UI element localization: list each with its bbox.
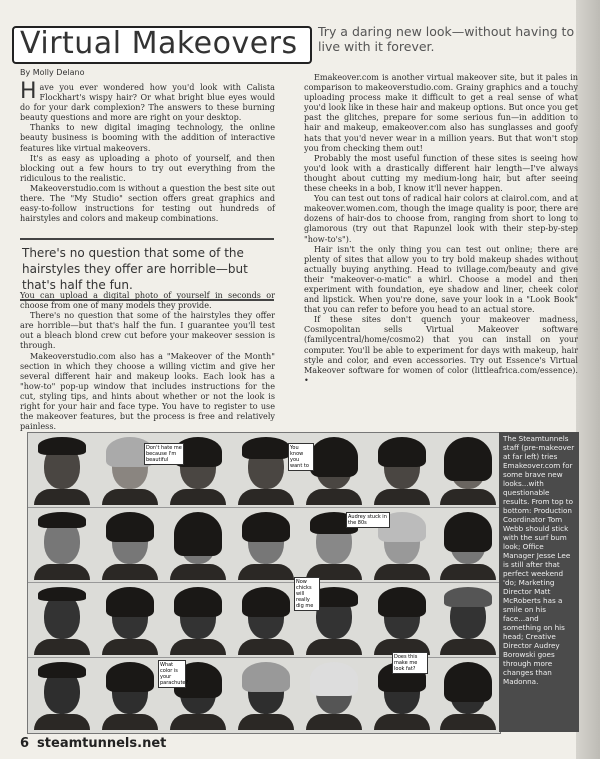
left-column-bottom bbox=[20, 290, 275, 431]
portrait-photo bbox=[98, 510, 162, 580]
drop-cap: H bbox=[20, 79, 37, 104]
speech-bubble: Don't hate me because I'm beautiful bbox=[144, 443, 184, 465]
photo-row bbox=[28, 579, 500, 658]
makeover-photo-grid bbox=[27, 432, 501, 734]
paragraph: If these sites don't quench your makeover madness, Cosmopolitan sells Virtual Makeover software (familycentral/home/cosmo2) that you can install on your computer. You'll be able to experiment for days with makeup, hair style and color, and even accessories. Try out Essence's Virtual Makeover software for women of color (littleafrica.com/essence). • bbox=[304, 314, 578, 385]
portrait-photo bbox=[30, 510, 94, 580]
photo-row bbox=[28, 654, 500, 732]
page-number: 6 bbox=[20, 736, 30, 751]
article-title: Virtual Makeovers bbox=[20, 26, 298, 61]
portrait-photo bbox=[98, 660, 162, 730]
portrait-photo bbox=[370, 585, 434, 655]
portrait-photo bbox=[98, 585, 162, 655]
paragraph: There's no question that some of the hairstyles they offer are horrible—but that's half the fun. I guarantee you'll test out a bleach blond crew cut before your makeover session is through. bbox=[20, 310, 275, 351]
paragraph: Makeoverstudio.com is without a question the best site out there. The "My Studio" section offers great graphics and easy-to-follow instructions for testing out hundreds of hairstyles and colors and makeup combinations. bbox=[20, 182, 275, 224]
portrait-photo bbox=[436, 660, 500, 730]
portrait-photo bbox=[30, 585, 94, 655]
speech-bubble: Does this make me look fat? bbox=[392, 652, 428, 674]
portrait-photo bbox=[436, 435, 500, 505]
pull-quote: There's no question that some of the hairstyles they offer are horrible—but that's half the fun. bbox=[20, 238, 274, 301]
portrait-photo bbox=[436, 585, 500, 655]
paragraph: It's as easy as uploading a photo of yourself, and then blocking out a few hours to try out everything from the ridiculous to the realistic. bbox=[20, 152, 275, 183]
paragraph: You can upload a digital photo of yourself in seconds or choose from one of many models they provide. bbox=[20, 290, 275, 311]
portrait-photo bbox=[234, 660, 298, 730]
photo-row bbox=[28, 433, 500, 508]
portrait-photo bbox=[436, 510, 500, 580]
portrait-photo bbox=[30, 435, 94, 505]
portrait-photo bbox=[302, 660, 366, 730]
portrait-photo bbox=[234, 585, 298, 655]
speech-bubble: Audrey stuck in the 80s bbox=[346, 512, 390, 528]
portrait-photo bbox=[30, 660, 94, 730]
left-column-top bbox=[20, 79, 275, 224]
portrait-photo bbox=[166, 585, 230, 655]
footer-site: steamtunnels.net bbox=[37, 736, 167, 751]
portrait-photo bbox=[234, 510, 298, 580]
speech-bubble: You know you want to bbox=[288, 443, 314, 471]
paragraph: Makeoverstudio.com also has a "Makeover of the Month" section in which they choose a willing victim and give her several different hair and makeup looks. Each look has a "how-to" pop-up window that includes instructions for the cut, styling tips, and hints about whether or not the look is right for your hair and face type. You have to register to use the makeover features, but the process is free and relatively painless. bbox=[20, 350, 275, 432]
photo-row bbox=[28, 508, 500, 583]
paragraph: Thanks to new digital imaging technology, the online beauty business is booming with the addition of interactive features like virtual makeovers. bbox=[20, 122, 275, 153]
paragraph: Probably the most useful function of these sites is seeing how you'd look with a drastically different hair length—I've always thought about cutting my medium-long hair, but after seeing these cheeks in a bob, I know it'll never happen. bbox=[304, 152, 578, 194]
paragraph: Have you ever wondered how you'd look with Calista Flockhart's wispy hair? Or what bright blue eyes would do for your dark complexion? The answers to these burning beauty questions and more are right on your desktop. bbox=[20, 79, 275, 123]
page-edge bbox=[576, 0, 600, 759]
photo-caption-sidebar: The Steamtunnels staff (pre-makeover at far left) tries Emakeover.com for some brave new looks...with questionable results. From top to bottom: Production Coordinator Tom Webb should stick with the surf bum look; Office Manager Jesse Lee is still after that perfect weekend 'do; Marketing Director Matt McRoberts has a smile on his face...and something on his head; Creative Director Audrey Borowski goes through more changes than Madonna. bbox=[499, 432, 579, 732]
page-footer bbox=[20, 736, 166, 751]
byline: By Molly Delano bbox=[20, 68, 85, 77]
article-subtitle: Try a daring new look—without having to live with it forever. bbox=[318, 24, 575, 54]
paragraph: You can test out tons of radical hair colors at clairol.com, and at makeover.women.com, though the image quality is poor, there are dozens of hair-dos to choose from, ranging from short to long to glamorous (try out that Rapunzel look with their step-by-step "how-to's"). bbox=[304, 193, 578, 244]
paragraph: Emakeover.com is another virtual makeover site, but it pales in comparison to makeoverstudio.com. Grainy graphics and a touchy uploading process make it difficult to get a real sense of what you'd look like in these hair and makeup options. But once you get past the glitches, prepare for some serious fun—in addition to hair and makeup, emakeover.com also has sunglasses and goofy hats that you'd never wear in a million years. But that won't stop you from checking them out! bbox=[304, 72, 578, 153]
speech-bubble: What color is your parachute? bbox=[160, 662, 189, 686]
speech-bubble: Now chicks will really dig me bbox=[294, 577, 320, 611]
portrait-photo bbox=[370, 435, 434, 505]
paragraph: Hair isn't the only thing you can test out online; there are plenty of sites that allow you to try bold makeup shades without actually buying anything. Head to ivillage.com/beauty and give their "makeover-o-matic" a whirl. Choose a model and then experiment with foundation, eye shadow and liner, cheek color and lipstick. When you're done, save your look in a "Look Book" that you can refer to before you head to an actual store. bbox=[304, 243, 578, 315]
portrait-photo bbox=[166, 510, 230, 580]
right-column bbox=[304, 72, 578, 385]
